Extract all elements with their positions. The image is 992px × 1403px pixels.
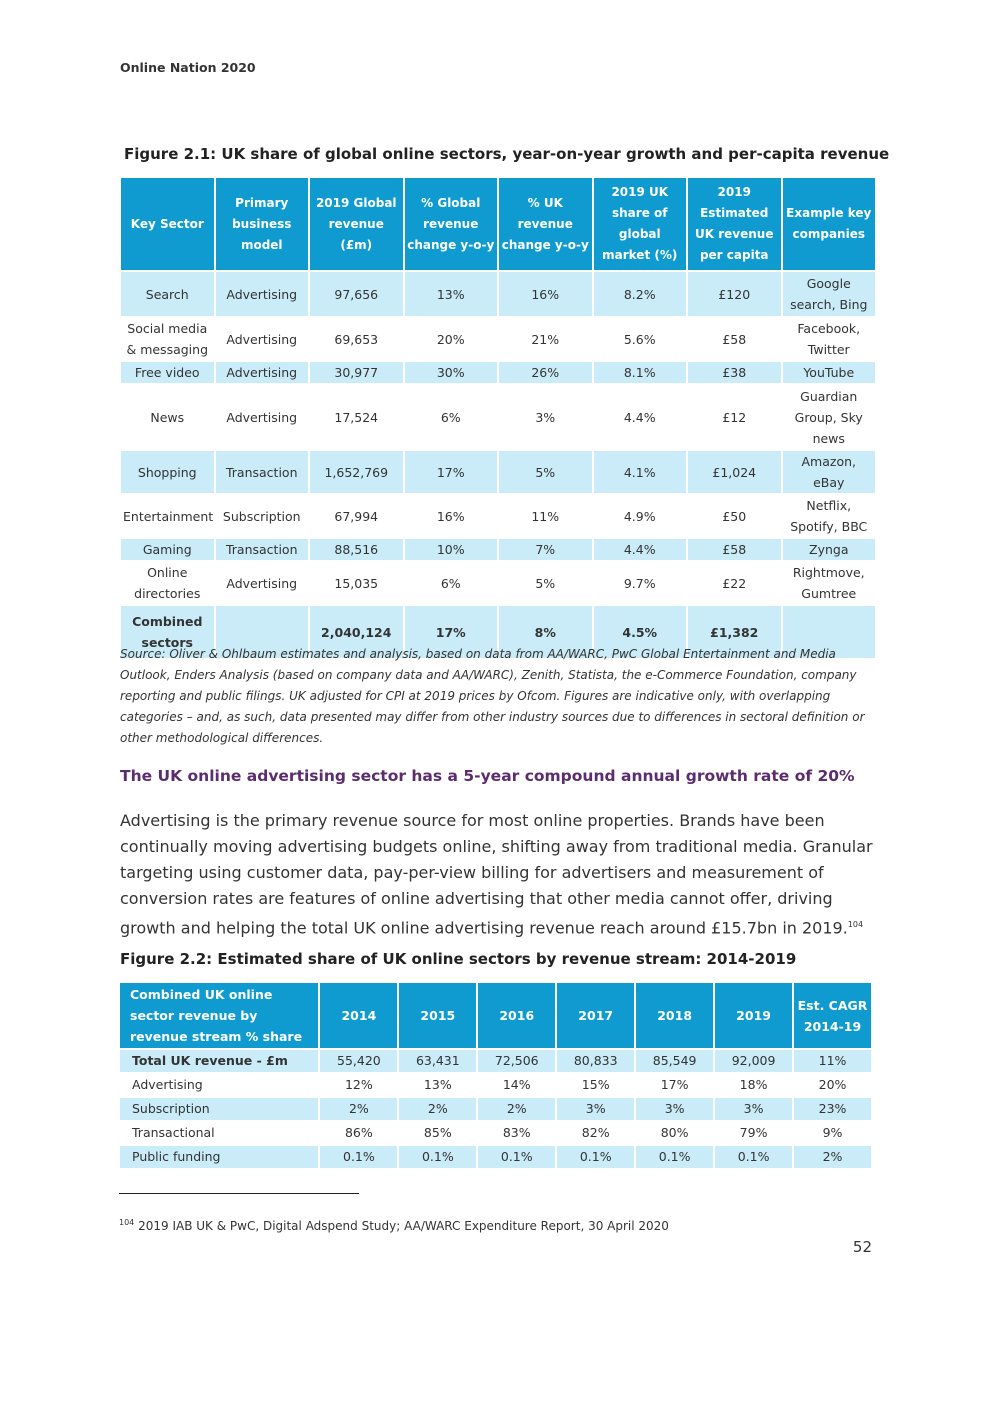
table-cell: £1,382	[688, 606, 781, 658]
body-paragraph	[120, 808, 880, 941]
table-cell: 21%	[531, 331, 560, 347]
table-cell: 79%	[739, 1125, 768, 1140]
table-cell: £12	[722, 409, 747, 425]
table-cell: 2%	[399, 1098, 476, 1120]
column-header: % UK revenue change y-o-y	[499, 178, 592, 270]
table-cell: Subscription	[222, 508, 301, 524]
table-cell: 8%	[499, 606, 592, 658]
table-cell: 88,516	[310, 539, 403, 560]
row-label: Transactional	[132, 1125, 215, 1140]
table-row	[120, 1098, 871, 1120]
table-cell: Advertising	[216, 272, 309, 316]
column-header: 2019 Estimated UK revenue per capita	[688, 178, 781, 270]
table-cell: Shopping	[121, 451, 214, 493]
table-row	[121, 385, 875, 449]
table-cell: 12%	[344, 1077, 373, 1092]
row-label: Public funding	[120, 1146, 318, 1168]
table-header-row	[120, 983, 871, 1048]
table-cell: Transaction	[216, 539, 309, 560]
table-cell: 2%	[320, 1098, 397, 1120]
table-cell: 11%	[794, 1050, 871, 1072]
table-row	[121, 272, 875, 316]
table-cell: 17,524	[334, 409, 379, 425]
table-cell: 80%	[660, 1125, 689, 1140]
table-cell: 9.7%	[623, 575, 656, 591]
column-header: Combined UK online sector revenue by revenue stream % share	[120, 983, 318, 1048]
table-cell: 6%	[440, 409, 461, 425]
table-cell: 8.1%	[594, 362, 687, 383]
figure-2-1-table	[119, 176, 877, 660]
table-cell: 3%	[715, 1098, 792, 1120]
table-cell: 3%	[636, 1098, 713, 1120]
figure-2-2-table	[118, 981, 873, 1170]
table-cell: 5%	[499, 451, 592, 493]
table-cell: 0.1%	[320, 1146, 397, 1168]
table-cell: Search	[121, 272, 214, 316]
table-cell: Entertainment	[123, 508, 214, 524]
table-cell: 11%	[531, 508, 560, 524]
table-cell: 2%	[478, 1098, 555, 1120]
table-cell: Facebook, Twitter	[797, 321, 861, 357]
table-cell: Netflix, Spotify, BBC	[790, 498, 868, 534]
table-cell: 30,977	[310, 362, 403, 383]
table-row	[120, 1146, 871, 1168]
column-header: 2016	[478, 983, 555, 1048]
table-cell: £58	[722, 331, 747, 347]
column-header: Key Sector	[121, 178, 214, 270]
table-cell: Zynga	[783, 539, 876, 560]
table-row	[120, 1050, 871, 1072]
table-cell: 67,994	[334, 508, 379, 524]
table-cell: Rightmove, Gumtree	[792, 565, 865, 601]
table-row	[121, 318, 875, 360]
table-cell: 3%	[557, 1098, 634, 1120]
table-cell: 0.1%	[636, 1146, 713, 1168]
table-cell: 4.5%	[594, 606, 687, 658]
figure-2-1-title: Figure 2.1: UK share of global online sectors, year-on-year growth and per-capita revenue	[124, 145, 890, 163]
column-header: 2019	[715, 983, 792, 1048]
table-cell: Gaming	[121, 539, 214, 560]
table-cell: £120	[688, 272, 781, 316]
table-row	[121, 539, 875, 560]
table-cell: Guardian Group, Sky news	[794, 388, 863, 446]
table-cell: 13%	[405, 272, 498, 316]
table-cell: 17%	[405, 451, 498, 493]
row-label: Advertising	[132, 1077, 203, 1092]
body-text: Advertising is the primary revenue source for most online properties. Brands have been continually moving advertising budgets online, shifting away from traditional media. Granular targeting using customer data, pay-per-view billing for advertisers and measurement of conversion rates are features of online advertising that other media cannot offer, driving growth and helping the total UK online advertising revenue reach around £15.7bn in 2019.	[120, 811, 873, 938]
table-cell: Social media & messaging	[126, 321, 209, 357]
column-header: 2018	[636, 983, 713, 1048]
table-row	[120, 1074, 871, 1096]
table-cell: 0.1%	[715, 1146, 792, 1168]
table-row	[121, 495, 875, 537]
table-cell: 4.4%	[594, 539, 687, 560]
column-header: Est. CAGR 2014-19	[794, 983, 871, 1048]
row-label: Total UK revenue - £m	[120, 1050, 318, 1072]
table-cell: 0.1%	[557, 1146, 634, 1168]
table-cell: 10%	[405, 539, 498, 560]
table-cell: 20%	[818, 1077, 847, 1092]
footnote-ref[interactable]: 104	[847, 920, 864, 929]
table-cell: 17%	[405, 606, 498, 658]
table-cell: 30%	[405, 362, 498, 383]
table-cell: 16%	[499, 272, 592, 316]
table-cell: 2%	[794, 1146, 871, 1168]
table-cell: 16%	[436, 508, 465, 524]
table-cell: 26%	[499, 362, 592, 383]
figure-2-1-source-note: Source: Oliver & Ohlbaum estimates and analysis, based on data from AA/WARC, PwC Global Entertainment and Media Outlook, Enders Analysis (based on company data and AA/WARC), Zenith, Statista, the e-Commerce Foundation, company reporting and public filings. UK adjusted for CPI at 2019 prices by Ofcom. Figures are indicative only, with overlapping categories – and, as such, data presented may differ from other industry sources due to differences in sectoral definition or other methodological differences.	[120, 647, 865, 745]
column-header: 2017	[557, 983, 634, 1048]
table-cell: Free video	[121, 362, 214, 383]
table-cell: 15,035	[334, 575, 379, 591]
table-cell: 97,656	[310, 272, 403, 316]
table-cell: 23%	[794, 1098, 871, 1120]
table-cell: Amazon, eBay	[783, 451, 876, 493]
footnote-text: 2019 IAB UK & PwC, Digital Adspend Study; AA/WARC Expenditure Report, 30 April 2020	[138, 1219, 669, 1233]
table-cell: 5%	[535, 575, 556, 591]
column-header: Example key companies	[783, 178, 876, 270]
table-cell: 15%	[581, 1077, 610, 1092]
table-cell: 2,040,124	[310, 606, 403, 658]
column-header: % Global revenue change y-o-y	[405, 178, 498, 270]
table-cell: 69,653	[334, 331, 379, 347]
table-cell: Combined sectors	[121, 606, 214, 658]
footnote	[119, 1218, 669, 1233]
column-header: 2014	[320, 983, 397, 1048]
footnote-number: 104	[119, 1218, 135, 1227]
table-cell: £22	[722, 575, 747, 591]
column-header: 2015	[399, 983, 476, 1048]
table-cell: Advertising	[226, 409, 298, 425]
row-label: Subscription	[120, 1098, 318, 1120]
table-cell: 0.1%	[478, 1146, 555, 1168]
table-row	[121, 362, 875, 383]
page-number: 52	[852, 1238, 872, 1256]
table-cell: Advertising	[226, 575, 298, 591]
table-cell: 18%	[739, 1077, 768, 1092]
table-cell: News	[150, 409, 185, 425]
table-cell: Google search, Bing	[783, 272, 876, 316]
table-cell: 63,431	[399, 1050, 476, 1072]
table-cell: Transaction	[216, 451, 309, 493]
table-cell: 92,009	[715, 1050, 792, 1072]
table-cell: 80,833	[557, 1050, 634, 1072]
table-cell: 72,506	[478, 1050, 555, 1072]
table-cell: £50	[722, 508, 747, 524]
table-cell: 0.1%	[399, 1146, 476, 1168]
figure-2-2-title: Figure 2.2: Estimated share of UK online sectors by revenue stream: 2014-2019	[120, 950, 797, 968]
column-header: 2019 Global revenue (£m)	[310, 178, 403, 270]
table-cell: 85,549	[636, 1050, 713, 1072]
table-cell: 1,652,769	[310, 451, 403, 493]
table-cell: 20%	[436, 331, 465, 347]
table-cell: Online directories	[134, 565, 201, 601]
table-cell: £1,024	[688, 451, 781, 493]
table-cell: 14%	[502, 1077, 531, 1092]
table-cell: 3%	[535, 409, 556, 425]
table-cell: 4.9%	[623, 508, 656, 524]
footnote-divider	[119, 1193, 359, 1194]
table-header-row	[121, 178, 875, 270]
column-header: Primary business model	[216, 178, 309, 270]
table-cell: 86%	[344, 1125, 373, 1140]
table-cell: 13%	[423, 1077, 452, 1092]
table-row	[121, 562, 875, 604]
table-cell: 55,420	[320, 1050, 397, 1072]
table-row	[121, 451, 875, 493]
table-cell: YouTube	[783, 362, 876, 383]
running-header: Online Nation 2020	[120, 60, 256, 75]
table-cell: Advertising	[226, 331, 298, 347]
table-cell: 8.2%	[594, 272, 687, 316]
table-cell: 7%	[499, 539, 592, 560]
table-cell: 4.1%	[594, 451, 687, 493]
table-cell: 82%	[581, 1125, 610, 1140]
table-cell: 83%	[502, 1125, 531, 1140]
table-cell: 9%	[822, 1125, 843, 1140]
table-cell: £58	[688, 539, 781, 560]
table-cell: £38	[688, 362, 781, 383]
table-cell: 85%	[423, 1125, 452, 1140]
table-row	[120, 1122, 871, 1144]
table-cell: 6%	[440, 575, 461, 591]
table-cell: 17%	[660, 1077, 689, 1092]
table-cell: Advertising	[216, 362, 309, 383]
section-heading: The UK online advertising sector has a 5-year compound annual growth rate of 20%	[120, 767, 855, 785]
table-cell: 4.4%	[623, 409, 656, 425]
column-header: 2019 UK share of global market (%)	[594, 178, 687, 270]
table-cell: 5.6%	[623, 331, 656, 347]
